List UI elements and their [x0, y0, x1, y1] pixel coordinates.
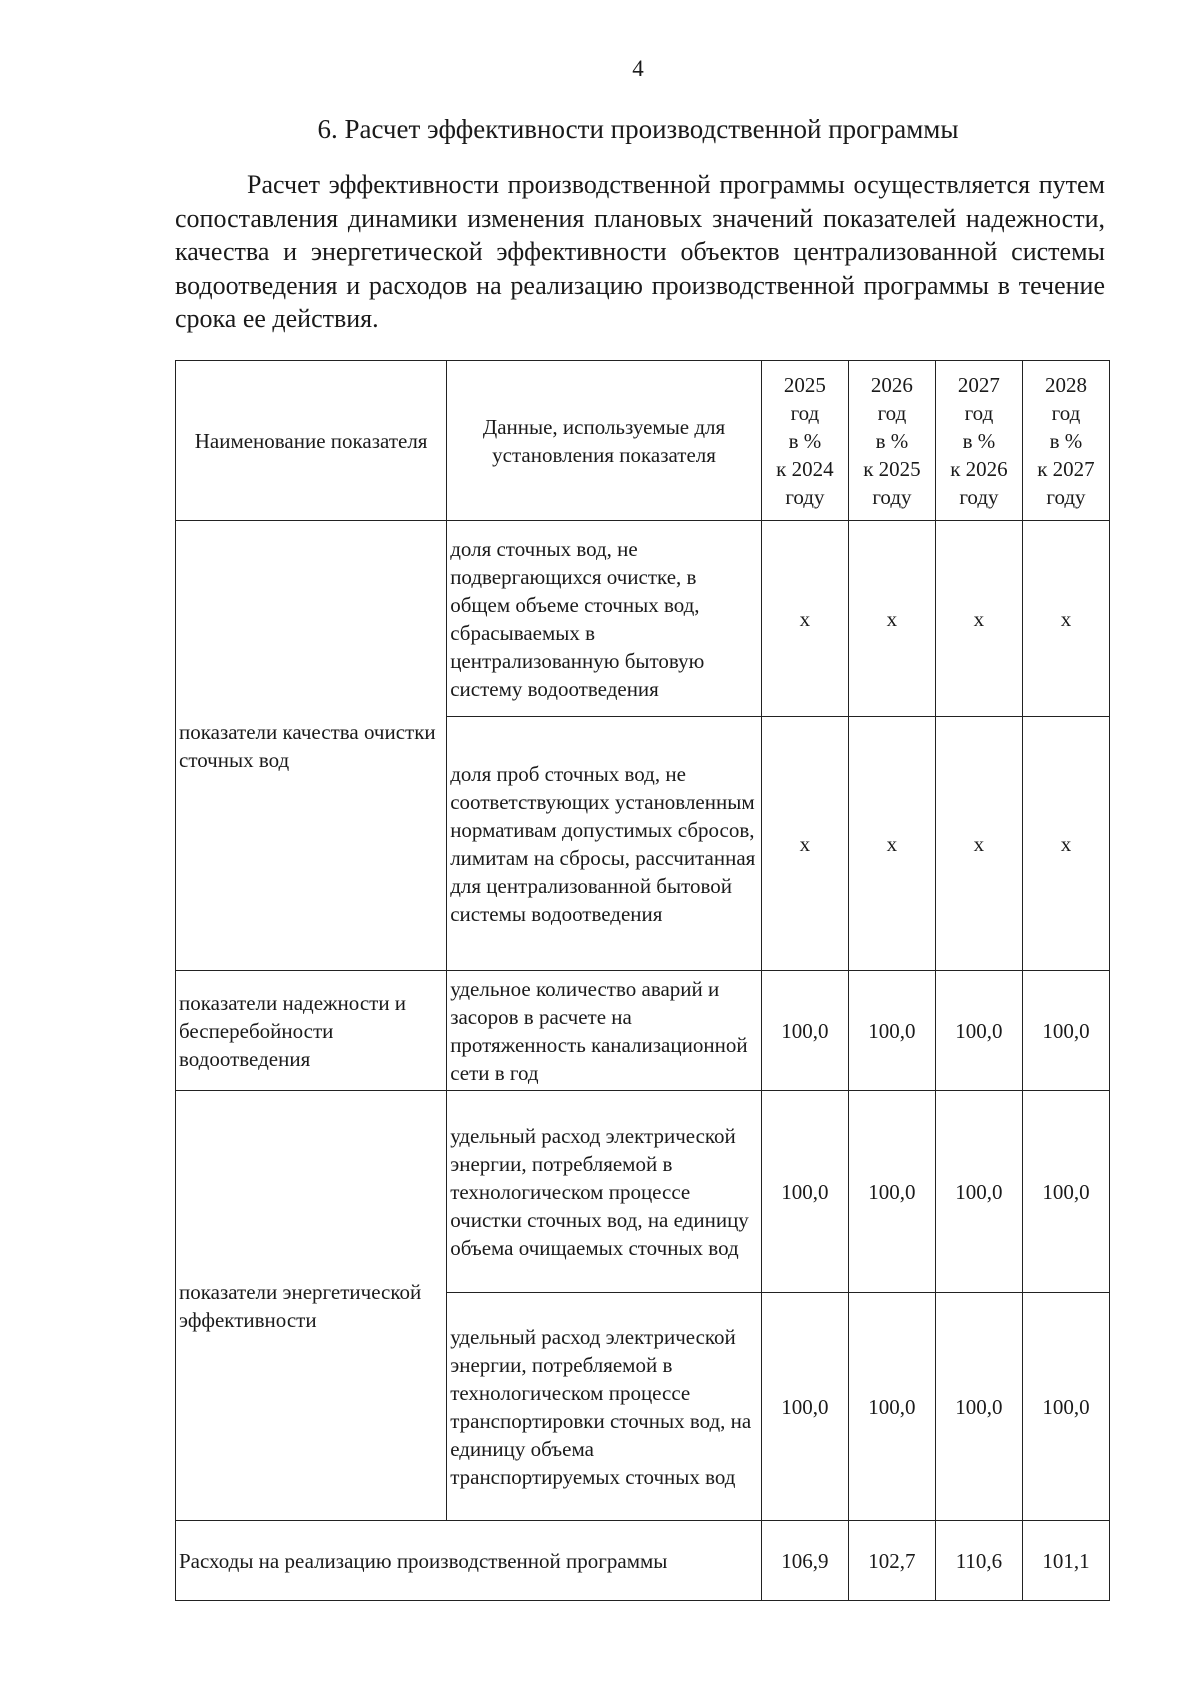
source-data-cell: удельный расход электрической энергии, потребляемой в технологическом процессе очистки сточных вод, на единицу объема очищаемых сточных вод [447, 1091, 762, 1293]
total-label: Расходы на реализацию производственной программы [176, 1521, 762, 1601]
total-value-cell: 102,7 [848, 1521, 935, 1601]
value-cell: x [1022, 521, 1109, 717]
header-line: год [790, 400, 820, 425]
source-data-cell: удельный расход электрической энергии, потребляемой в технологическом процессе транспортировки сточных вод, на единицу объема транспортируемых сточных вод [447, 1293, 762, 1521]
value-cell: x [935, 717, 1022, 971]
header-line: в % [962, 428, 996, 453]
value-cell: 100,0 [935, 1091, 1022, 1293]
header-line: году [872, 484, 912, 509]
header-line: 2025 [783, 372, 826, 397]
value-cell: x [848, 521, 935, 717]
header-line: к 2027 [1037, 456, 1095, 481]
header-line: 2028 [1044, 372, 1087, 397]
header-year-2028 [1022, 361, 1109, 521]
group-name-quality: показатели качества очистки сточных вод [176, 521, 447, 971]
header-year-2025 [761, 361, 848, 521]
table-header-row [176, 361, 1110, 521]
header-line: в % [1049, 428, 1083, 453]
header-line: в % [788, 428, 822, 453]
header-line: к 2024 [776, 456, 834, 481]
header-line: году [785, 484, 825, 509]
value-cell: 100,0 [848, 1091, 935, 1293]
table-row [176, 521, 1110, 717]
value-cell: x [848, 717, 935, 971]
header-source-data: Данные, используемые для установления показателя [447, 361, 762, 521]
page-number: 4 [632, 56, 644, 81]
value-cell: x [935, 521, 1022, 717]
header-line: 2026 [870, 372, 913, 397]
group-name-energy: показатели энергетической эффективности [176, 1091, 447, 1521]
group-name-reliability: показатели надежности и бесперебойности водоотведения [176, 971, 447, 1091]
table-row [176, 1091, 1110, 1293]
header-line: году [1046, 484, 1086, 509]
header-year-2027 [935, 361, 1022, 521]
header-line: год [1051, 400, 1081, 425]
value-cell: x [1022, 717, 1109, 971]
source-data-cell: доля сточных вод, не подвергающихся очистке, в общем объеме сточных вод, сбрасываемых в централизованную бытовую систему водоотведения [447, 521, 762, 717]
total-value-cell: 101,1 [1022, 1521, 1109, 1601]
header-line: год [964, 400, 994, 425]
value-cell: x [761, 717, 848, 971]
value-cell: 100,0 [848, 971, 935, 1091]
header-line: к 2025 [863, 456, 921, 481]
header-line: году [959, 484, 999, 509]
value-cell: 100,0 [935, 971, 1022, 1091]
value-cell: 100,0 [1022, 971, 1109, 1091]
efficiency-table [175, 360, 1110, 1601]
header-line: к 2026 [950, 456, 1008, 481]
value-cell: x [761, 521, 848, 717]
header-indicator-name: Наименование показателя [176, 361, 447, 521]
value-cell: 100,0 [1022, 1293, 1109, 1521]
total-value-cell: 110,6 [935, 1521, 1022, 1601]
header-line: год [877, 400, 907, 425]
intro-paragraph: Расчет эффективности производственной программы осуществляется путем сопоставления динамики изменения плановых значений показателей надежности, качества и энергетической эффективности объектов централизованной системы водоотведения и расходов на реализацию производственной программы в течение срока ее действия. [175, 170, 1105, 333]
section-title: 6. Расчет эффективности производственной программы [317, 114, 959, 144]
source-data-cell: удельное количество аварий и засоров в расчете на протяженность канализационной сети в год [447, 971, 762, 1091]
value-cell: 100,0 [761, 1293, 848, 1521]
source-data-cell: доля проб сточных вод, не соответствующих установленным нормативам допустимых сбросов, лимитам на сбросы, рассчитанная для централизованной бытовой системы водоотведения [447, 717, 762, 971]
value-cell: 100,0 [1022, 1091, 1109, 1293]
header-line: 2027 [957, 372, 1000, 397]
value-cell: 100,0 [848, 1293, 935, 1521]
header-line: в % [875, 428, 909, 453]
value-cell: 100,0 [761, 971, 848, 1091]
total-value-cell: 106,9 [761, 1521, 848, 1601]
total-row [176, 1521, 1110, 1601]
header-year-2026 [848, 361, 935, 521]
value-cell: 100,0 [761, 1091, 848, 1293]
value-cell: 100,0 [935, 1293, 1022, 1521]
table-row [176, 971, 1110, 1091]
